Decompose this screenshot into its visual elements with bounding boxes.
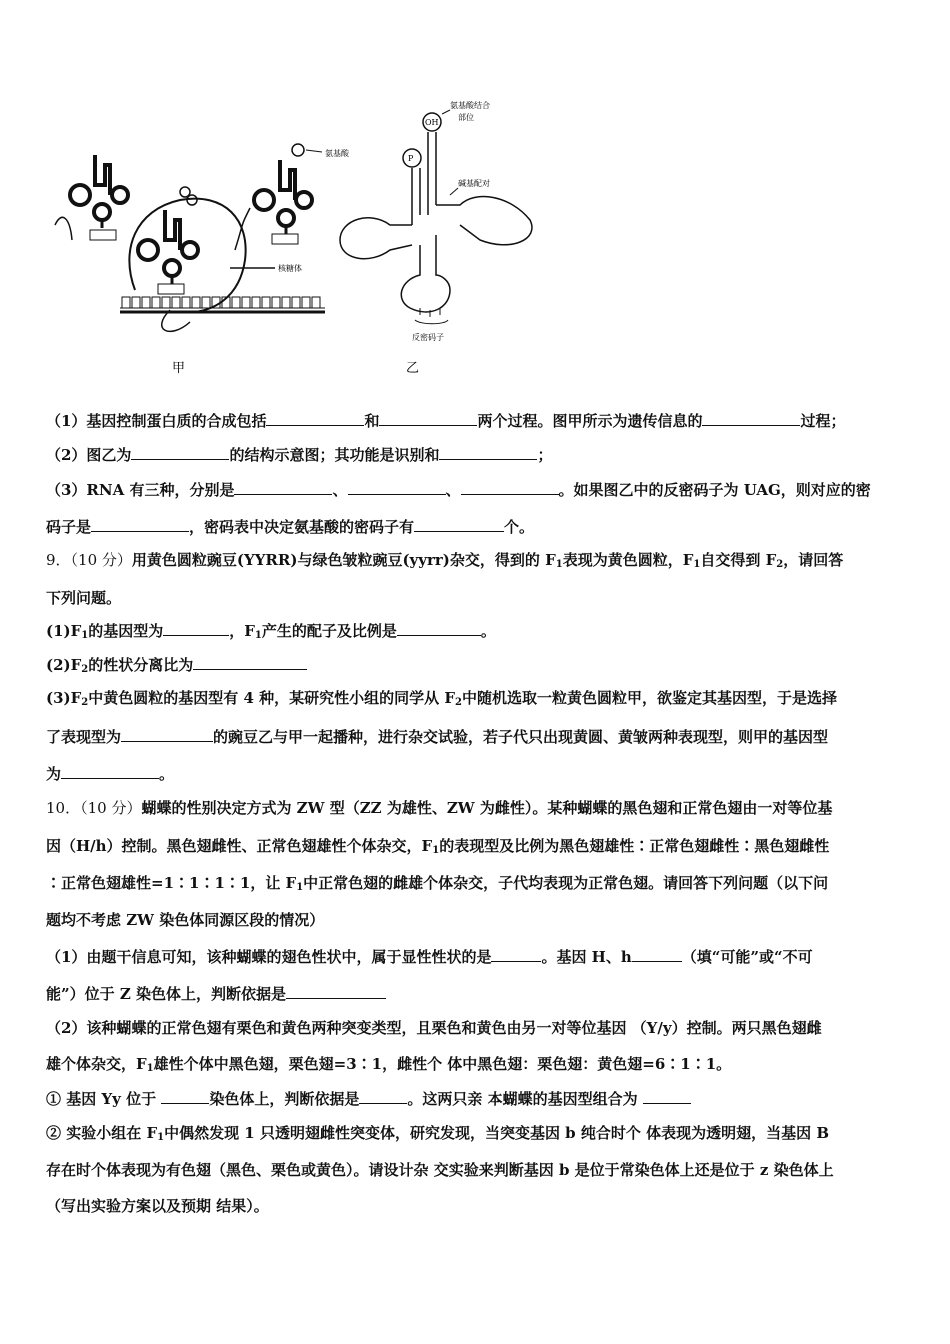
- q8-line-3: （3）RNA 有三种，分别是 、 、 。如果图乙中的反密码子为 UAG，则对应的密: [46, 481, 871, 499]
- q10-line-8: 雄个体杂交，$F_1$雄性个体中黑色翅，栗色翅=3∶1，雌性个 体中黑色翅：栗色翅：黄色翅=6∶1∶1。: [46, 1055, 732, 1074]
- q10-line-12: （写出实验方案以及预期 结果）。: [46, 1197, 269, 1215]
- q8-line-2: （2）图乙为 的结构示意图；其功能是识别和 ；: [46, 446, 553, 464]
- q10-line-5: （1）由题干信息可知，该种蝴蝶的翅色性状中，属于显性性状的是 。基因 H、h （填“可能”或“不可: [46, 948, 813, 966]
- q10-line-1: 10．（10 分）蝴蝶的性别决定方式为 ZW 型（ZZ 为雄性、ZW 为雌性）。某种蝴蝶的黑色翅和正常色翅由一对等位基: [46, 799, 833, 817]
- anticodon-label: 反密码子: [412, 333, 444, 342]
- amino-acid-label: 氨基酸: [325, 149, 349, 158]
- answer-blank[interactable]: [632, 946, 682, 962]
- answer-blank[interactable]: [91, 516, 189, 532]
- figure-caption-jia: 甲: [172, 361, 186, 376]
- oh-label: OH: [425, 118, 439, 127]
- q10-line-9: ① 基因 Yy 位于 染色体上，判断依据是 。这两只亲 本蝴蝶的基因型组合为: [46, 1088, 906, 1109]
- q10-line-2: 因（H/h）控制。黑色翅雌性、正常色翅雄性个体杂交，$F_1$的表现型及比例为黑色翅雄性∶正常色翅雌性∶黑色翅雌性: [46, 837, 830, 856]
- ribosome-label: 核糖体: [278, 264, 302, 273]
- answer-blank[interactable]: [379, 410, 477, 426]
- aa-binding-label: 氨基酸结合: [450, 101, 490, 110]
- q9-line-6: 了表现型为 的豌豆乙与甲一起播种，进行杂交试验，若子代只出现黄圆、黄皱两种表现型，则甲的基因型: [46, 728, 829, 746]
- base-pairing-label: 碱基配对: [458, 179, 490, 188]
- answer-blank[interactable]: [702, 410, 800, 426]
- q9-line-7: 为 。: [46, 765, 175, 783]
- q10-line-7: （2）该种蝴蝶的正常色翅有栗色和黄色两种突变类型，且栗色和黄色由另一对等位基因 （Y/y）控制。两只黑色翅雌: [46, 1019, 822, 1037]
- q9-line-5: $(3)F_2$中黄色圆粒的基因型有 4 种，某研究性小组的同学从 $F_2$中随机选取一粒黄色圆粒甲，欲鉴定其基因型，于是选择: [46, 689, 837, 708]
- q10-line-6: 能”）位于 Z 染色体上，判断依据是: [46, 983, 906, 1004]
- figure-caption-yi: 乙: [406, 361, 420, 376]
- p-label: P: [408, 154, 414, 163]
- q8-line-1: （1）基因控制蛋白质的合成包括 和 两个过程。图甲所示为遗传信息的 过程；: [46, 412, 846, 430]
- answer-blank[interactable]: [266, 410, 364, 426]
- answer-blank[interactable]: [439, 444, 537, 460]
- answer-blank[interactable]: [121, 726, 213, 742]
- q9-line-3: $(1)F_1$的基因型为 ，$F_1$产生的配子及比例是 。: [46, 622, 496, 641]
- answer-blank[interactable]: [348, 479, 446, 495]
- answer-blank[interactable]: [414, 516, 504, 532]
- answer-blank[interactable]: [359, 1088, 407, 1104]
- answer-blank[interactable]: [161, 1088, 209, 1104]
- answer-blank[interactable]: [234, 479, 332, 495]
- q9-line-1: 9．（10 分）用黄色圆粒豌豆(YYRR)与绿色皱粒豌豆(yyrr)杂交，得到的 $F_1$表现为黄色圆粒，$F_1$自交得到 $F_2$，请回答: [46, 551, 844, 570]
- aa-binding-label-2: 部位: [458, 113, 474, 122]
- trna-figure: [40, 100, 560, 390]
- q10-line-10: ② 实验小组在 $F_1$中偶然发现 1 只透明翅雌性突变体，研究发现，当突变基因 b 纯合时个 体表现为透明翅，当基因 B: [46, 1124, 830, 1143]
- answer-blank[interactable]: [461, 479, 559, 495]
- q8-line-4: 码子是 ，密码表中决定氨基酸的密码子有 个。: [46, 518, 535, 536]
- q9-line-2: 下列问题。: [46, 589, 122, 607]
- answer-blank[interactable]: [397, 620, 481, 636]
- answer-blank[interactable]: [61, 763, 159, 779]
- answer-blank[interactable]: [643, 1088, 691, 1104]
- q10-line-4: 题均不考虑 ZW 染色体同源区段的情况）: [46, 911, 325, 929]
- answer-blank[interactable]: [491, 946, 541, 962]
- answer-blank[interactable]: [131, 444, 229, 460]
- answer-blank[interactable]: [286, 983, 386, 999]
- answer-blank[interactable]: [163, 620, 229, 636]
- q10-line-11: 存在时个体表现为有色翅（黑色、栗色或黄色）。请设计杂 交实验来判断基因 b 是位于常染色体上还是位于 z 染色体上: [46, 1161, 834, 1179]
- q10-line-3: ∶正常色翅雄性=1∶1∶1∶1，让 $F_1$中正常色翅的雌雄个体杂交，子代均表现为正常色翅。请回答下列问题（以下问: [46, 874, 829, 893]
- q9-line-4: $(2)F_2$的性状分离比为: [46, 654, 906, 680]
- answer-blank[interactable]: [193, 654, 307, 670]
